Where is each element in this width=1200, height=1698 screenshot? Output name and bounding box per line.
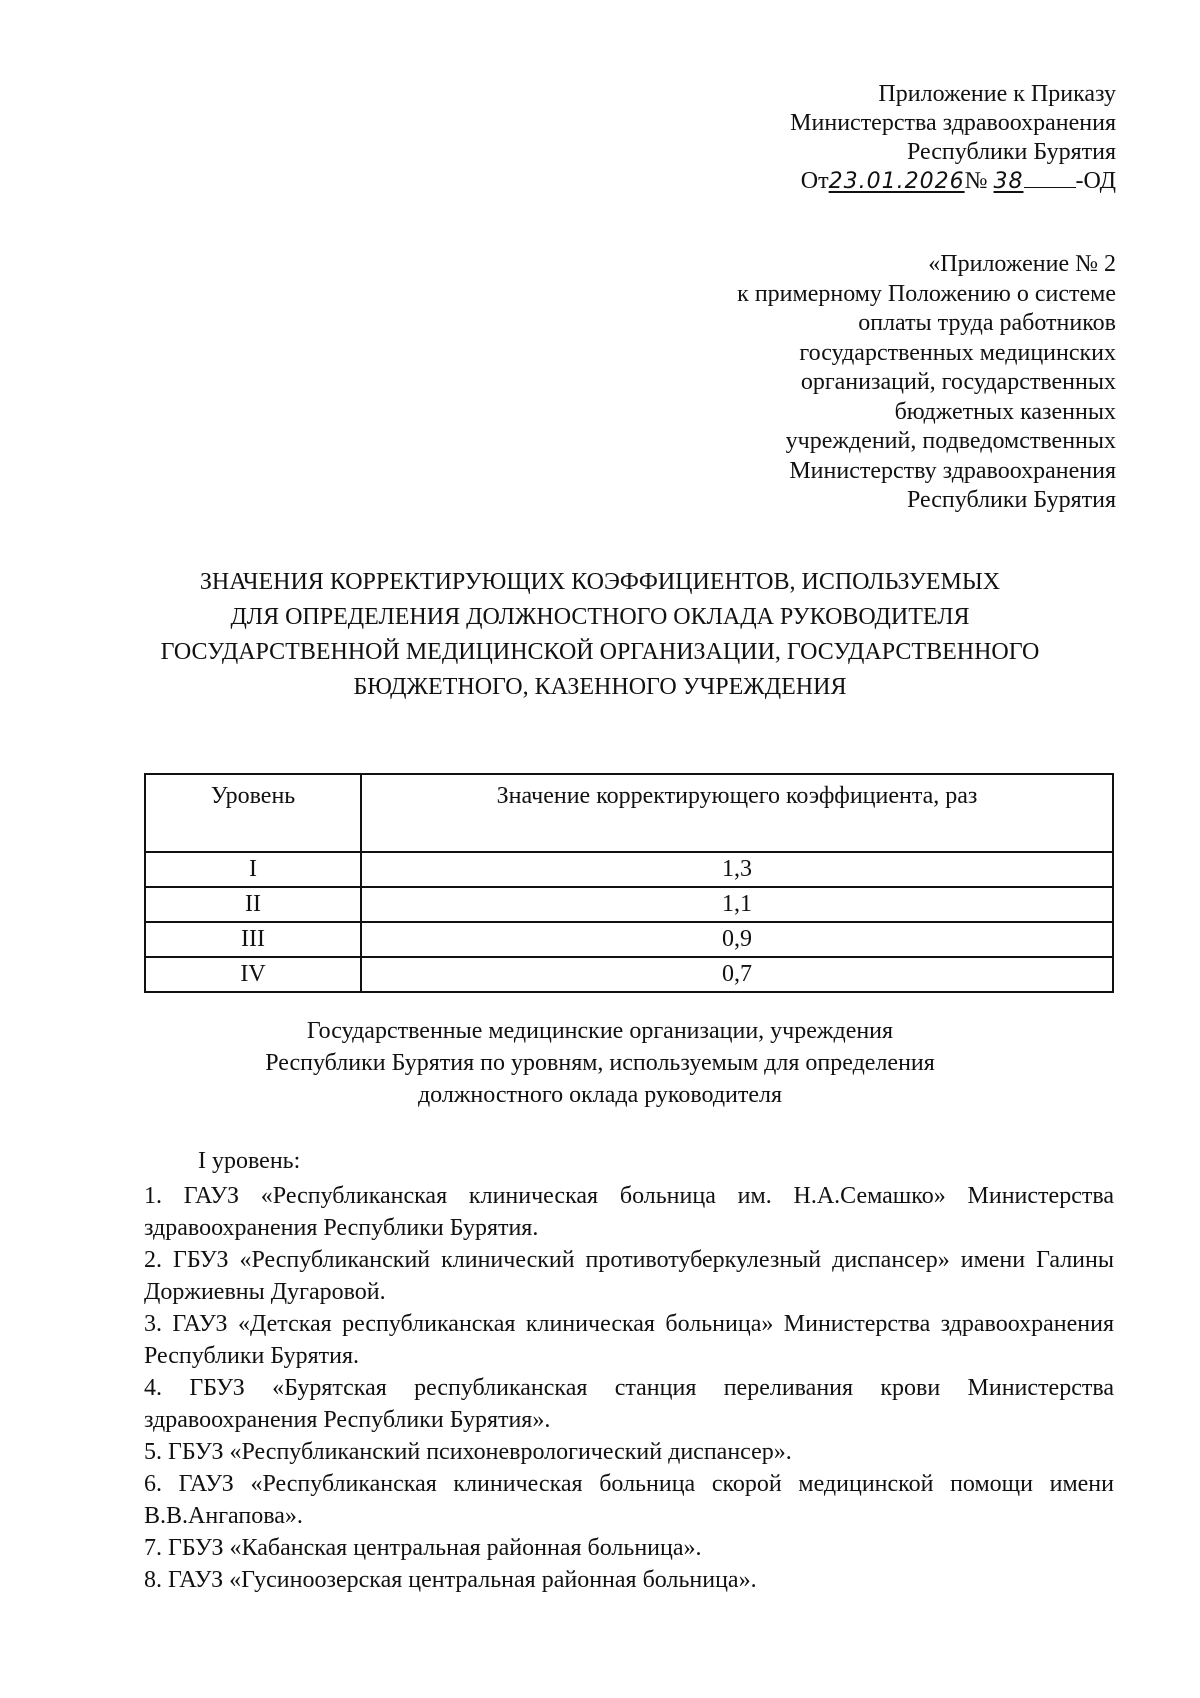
appendix-line: организаций, государственных: [800, 369, 1116, 395]
list-item: 4. ГБУЗ «Бурятская республиканская станция переливания крови Министерства здравоохранения Республики Бурятия».: [144, 1375, 1114, 1433]
level-cell: II: [145, 887, 361, 922]
title-line: ЗНАЧЕНИЯ КОРРЕКТИРУЮЩИХ КОЭФФИЦИЕНТОВ, ИСПОЛЬЗУЕМЫХ: [199, 569, 1001, 595]
level-heading: I уровень:: [198, 1148, 301, 1174]
list-item: 8. ГАУЗ «Гусиноозерская центральная районная больница».: [144, 1567, 757, 1593]
appendix-line: к примерному Положению о системе: [737, 280, 1116, 307]
appendix-line: бюджетных казенных: [894, 398, 1116, 425]
appendix-line: государственных медицинских: [799, 339, 1116, 366]
header-line-1: Приложение к Приказу: [878, 81, 1116, 107]
table-header-row: [145, 774, 1113, 852]
coefficient-table: [144, 773, 1114, 993]
order-no-label: №: [964, 168, 988, 194]
order-suffix: -ОД: [1075, 168, 1116, 194]
table-row: [145, 887, 1113, 922]
list-item: 1. ГАУЗ «Республиканская клиническая больница им. Н.А.Семашко» Министерства здравоохранения Республики Бурятия.: [144, 1183, 1114, 1241]
appendix-line: «Приложение № 2: [928, 251, 1116, 277]
order-prefix: От: [800, 168, 829, 194]
order-date-number-line: [596, 167, 1116, 196]
level-cell: III: [145, 922, 361, 957]
coefficient-cell: 1,1: [361, 887, 1113, 922]
header-line-2: Министерства здравоохранения: [790, 110, 1116, 136]
order-number-underline: [1024, 169, 1076, 188]
organization-list: [144, 1180, 1114, 1596]
level-cell: IV: [145, 957, 361, 992]
title-line: БЮДЖЕТНОГО, КАЗЕННОГО УЧРЕЖДЕНИЯ: [353, 674, 847, 700]
level-cell: I: [145, 852, 361, 887]
document-title: [140, 565, 1060, 705]
title-line: ДЛЯ ОПРЕДЕЛЕНИЯ ДОЛЖНОСТНОГО ОКЛАДА РУКОВОДИТЕЛЯ: [230, 604, 970, 630]
list-item: 6. ГАУЗ «Республиканская клиническая больница скорой медицинской помощи имени В.В.Ангапова».: [144, 1471, 1114, 1529]
appendix-line: Республики Бурятия: [907, 487, 1116, 513]
order-number-handwritten: 38: [993, 169, 1024, 194]
table-row: [145, 922, 1113, 957]
appendix-reference-block: [596, 250, 1116, 516]
table-row: [145, 957, 1113, 992]
order-date-handwritten: 23.01.2026: [828, 169, 965, 194]
coefficient-cell: 1,3: [361, 852, 1113, 887]
list-item: 7. ГБУЗ «Кабанская центральная районная больница».: [144, 1535, 702, 1561]
coefficient-cell: 0,9: [361, 922, 1113, 957]
title-line: ГОСУДАРСТВЕННОЙ МЕДИЦИНСКОЙ ОРГАНИЗАЦИИ, ГОСУДАРСТВЕННОГО: [160, 639, 1040, 665]
header-line-3: Республики Бурятия: [907, 139, 1116, 165]
order-reference-block: [596, 80, 1116, 196]
subtitle-line: должностного оклада руководителя: [417, 1082, 783, 1108]
section-subtitle: [140, 1015, 1060, 1111]
list-item: 3. ГАУЗ «Детская республиканская клиническая больница» Министерства здравоохранения Республики Бурятия.: [144, 1311, 1114, 1369]
appendix-line: оплаты труда работников: [858, 310, 1116, 336]
table-row: [145, 852, 1113, 887]
header-coefficient: Значение корректирующего коэффициента, раз: [361, 774, 1113, 852]
subtitle-line: Республики Бурятия по уровням, используемым для определения: [265, 1050, 935, 1076]
coefficient-cell: 0,7: [361, 957, 1113, 992]
appendix-line: Министерству здравоохранения: [789, 457, 1116, 484]
list-item: 2. ГБУЗ «Республиканский клинический противотуберкулезный диспансер» имени Галины Доржиевны Дугаровой.: [144, 1247, 1114, 1305]
subtitle-line: Государственные медицинские организации, учреждения: [306, 1018, 894, 1044]
header-level: Уровень: [145, 774, 361, 852]
appendix-line: учреждений, подведомственных: [785, 428, 1116, 454]
list-item: 5. ГБУЗ «Республиканский психоневрологический диспансер».: [144, 1439, 792, 1465]
